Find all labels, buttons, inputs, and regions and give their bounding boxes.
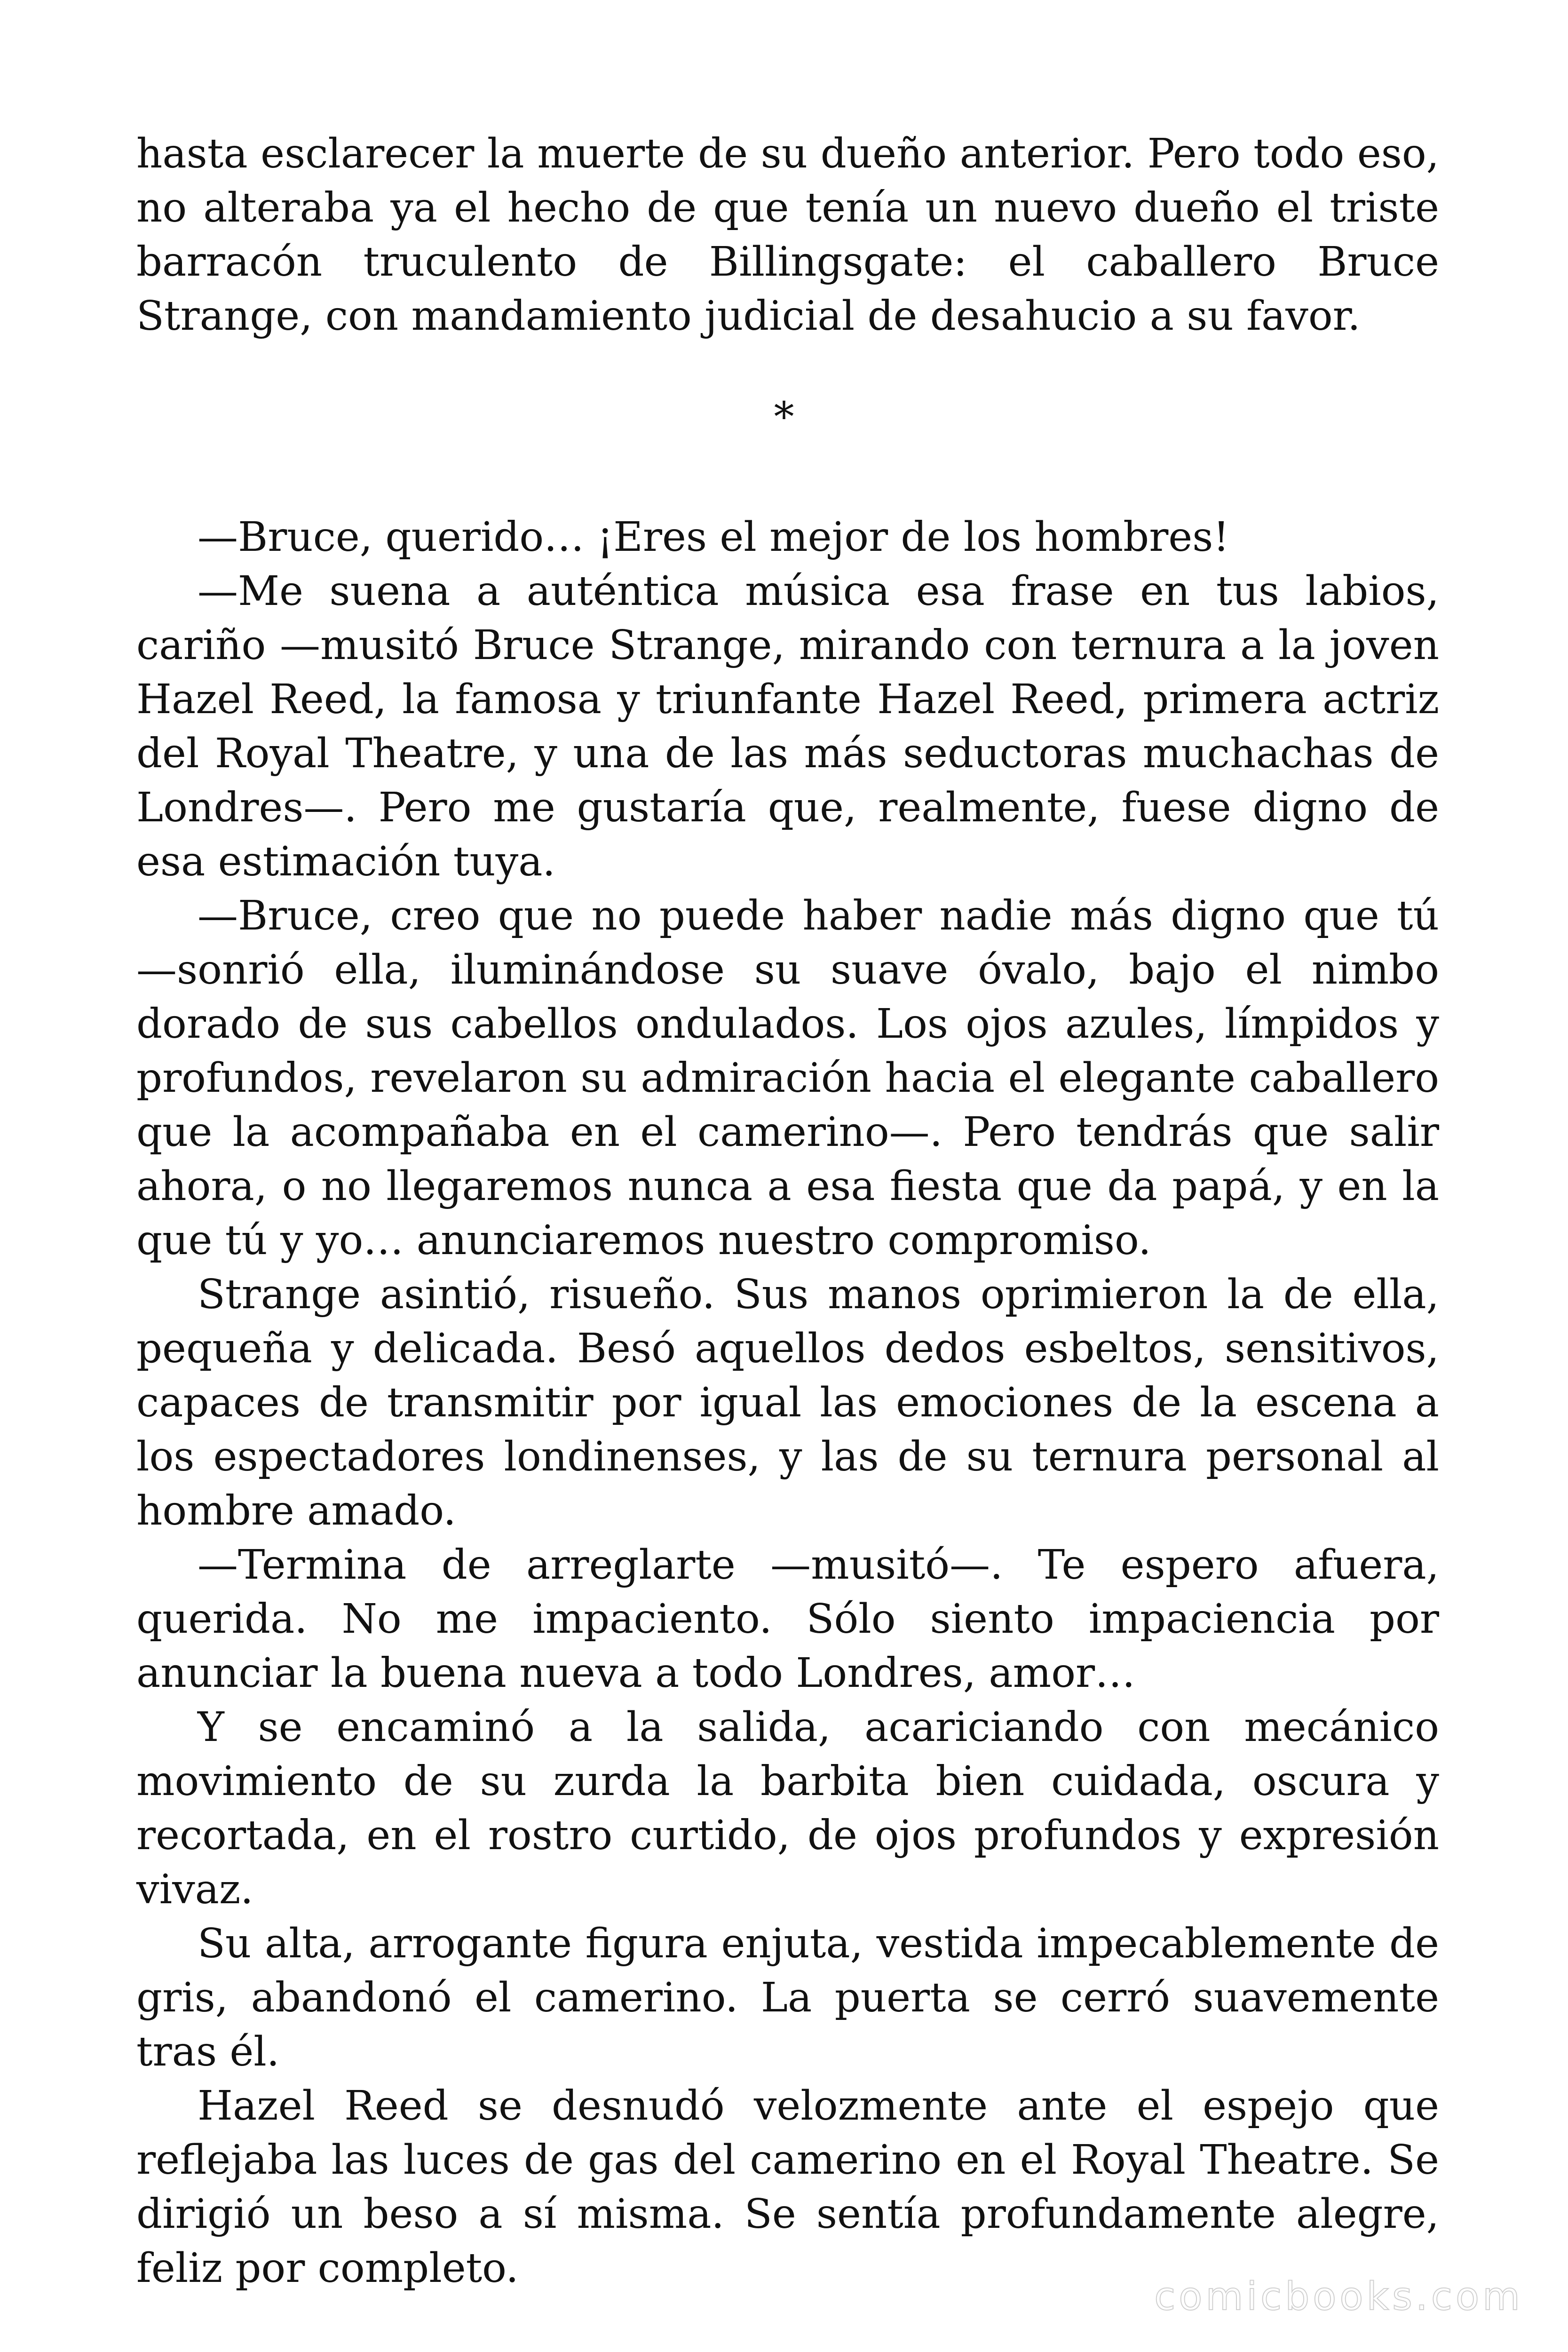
paragraph-3: —Bruce, creo que no puede haber nadie más digno que tú —sonrió ella, iluminándose su suave óvalo, bajo el nimbo dorado de sus cabellos ondulados. Los ojos azules, límpidos y profundos, revelaron su admiración hacia el elegante caballero que la acompañaba en el camerino—. Pero tendrás que salir ahora, o no llegaremos nunca a esa fiesta que da papá, y en la que tú y yo… anunciaremos nuestro compromiso. <box>136 892 1439 1264</box>
main-text-block <box>136 510 1439 2296</box>
paragraph-2: —Me suena a auténtica música esa frase en tus labios, cariño —musitó Bruce Strange, mirando con ternura a la joven Hazel Reed, la famosa y triunfante Hazel Reed, primera actriz del Royal Theatre, y una de las más seductoras muchachas de Londres—. Pero me gustaría que, realmente, fuese digno de esa estimación tuya. <box>136 568 1439 885</box>
paragraph-5: —Termina de arreglarte —musitó—. Te espero afuera, querida. No me impaciento. Sólo siento impaciencia por anunciar la buena nueva a todo Londres, amor… <box>136 1542 1439 1697</box>
paragraph-8: Hazel Reed se desnudó velozmente ante el espejo que reflejaba las luces de gas del camerino en el Royal Theatre. Se dirigió un beso a sí misma. Se sentía profundamente alegre, feliz por completo. <box>136 2082 1439 2292</box>
watermark: comicbooks.com <box>1154 2274 1523 2319</box>
paragraph-7: Su alta, arrogante figura enjuta, vestida impecablemente de gris, abandonó el camerino. La puerta se cerró suavemente tras él. <box>136 1920 1439 2075</box>
opening-text-block <box>136 127 1439 343</box>
section-separator: * <box>774 394 794 441</box>
opening-paragraph: hasta esclarecer la muerte de su dueño anterior. Pero todo eso, no alteraba ya el hecho de que tenía un nuevo dueño el triste barracón truculento de Billingsgate: el caballero Bruce Strange, con mandamiento judicial de desahucio a su favor. <box>136 130 1439 340</box>
paragraph-4: Strange asintió, risueño. Sus manos oprimieron la de ella, pequeña y delicada. Besó aquellos dedos esbeltos, sensitivos, capaces de transmitir por igual las emociones de la escena a los espectadores londinenses, y las de su ternura personal al hombre amado. <box>136 1271 1439 1534</box>
paragraph-6: Y se encaminó a la salida, acariciando con mecánico movimiento de su zurda la barbita bien cuidada, oscura y recortada, en el rostro curtido, de ojos profundos y expresión vivaz. <box>136 1704 1439 1913</box>
paragraph-1: —Bruce, querido… ¡Eres el mejor de los hombres! <box>198 514 1229 561</box>
